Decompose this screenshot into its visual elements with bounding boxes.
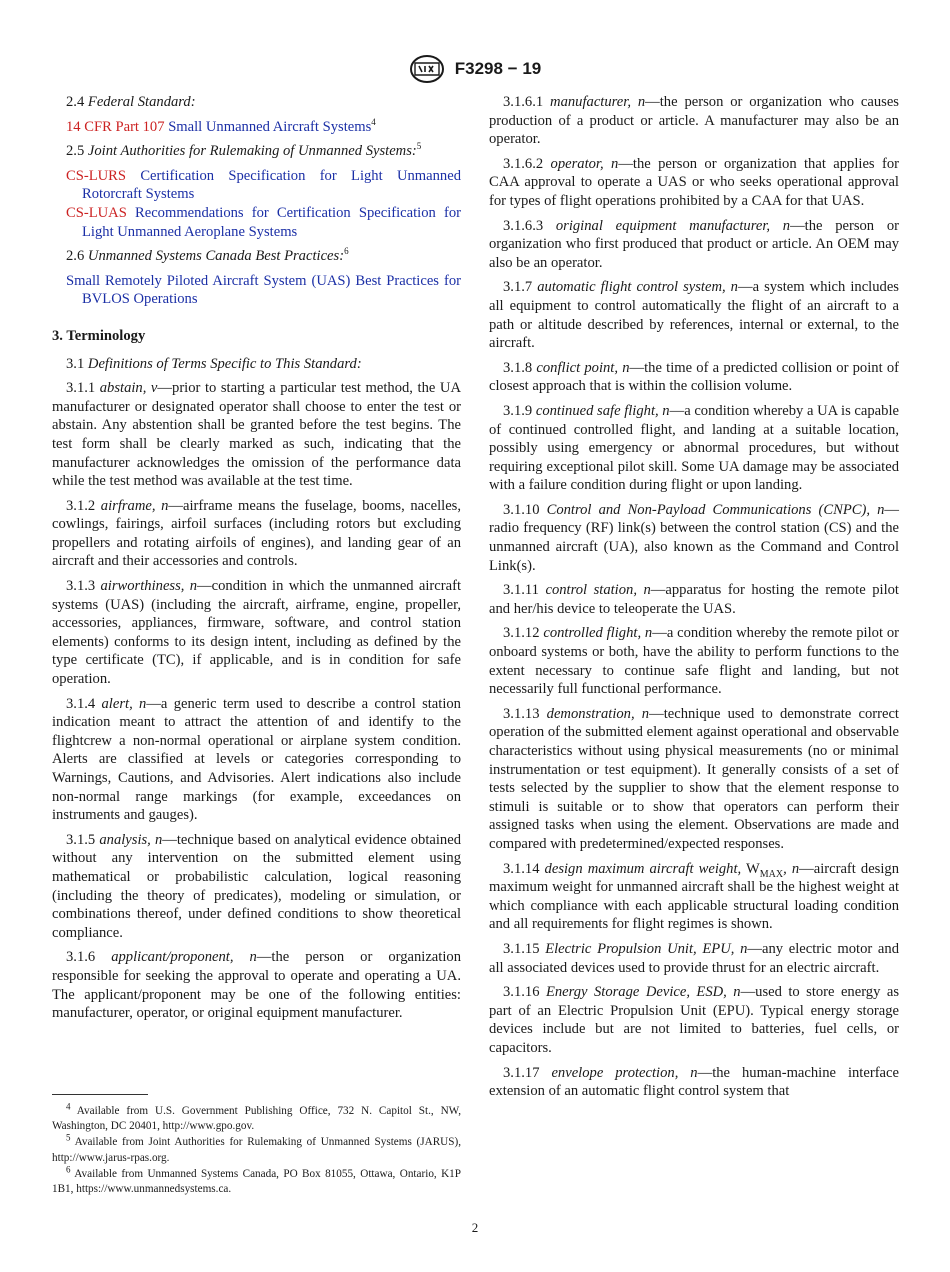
section-number: 2.5 xyxy=(66,143,85,160)
definition-text: —used to store energy as part of an Electric Propulsion Unit (EPU). Typical energy storage devices include but are not limited to batteries, fuel cells, or capacitors. xyxy=(489,984,899,1056)
reference-14cfr[interactable] xyxy=(52,118,461,137)
reference-title[interactable]: Certification Specification for Light Unmanned Rotorcraft Systems xyxy=(82,167,461,203)
definition-text: —airframe means the fuselage, booms, nacelles, cowlings, fairings, airfoil surfaces (including rotors but excluding propellers and rotating airfoils of engines), and landing gear of an aircraft and their accessories and controls. xyxy=(52,497,462,570)
section-number: 3.1 xyxy=(66,355,85,372)
definition-text: —a condition whereby a UA is capable of continued controlled flight, and landing at a suitable location, possibly using emergency or abnormal procedures, but without requiring exceptional pilot skill. Some UA damage may be associated with a failure condition during flight or upon landing. xyxy=(489,402,899,494)
definition-term-suffix: , n xyxy=(783,860,800,877)
reference-code[interactable]: 14 CFR Part 107 xyxy=(66,118,165,135)
definition-text: —a system which includes all equipment to control automatically the flight of an aircraft to a path or altitude described by references, internal or external, to the aircraft. xyxy=(489,279,899,352)
definition-term: applicant/proponent, n xyxy=(111,949,257,966)
definition-esd xyxy=(489,983,899,1057)
document-id: F3298 − 19 xyxy=(454,59,542,78)
definition-term: control station, n xyxy=(545,582,651,599)
section-3-1 xyxy=(52,355,461,374)
definition-number: 3.1.4 xyxy=(66,695,96,712)
definition-number: 3.1.7 xyxy=(503,279,533,296)
definition-airworthiness xyxy=(52,577,461,689)
definition-text: —any electric motor and all associated devices used to provide thrust for an electric aircraft. xyxy=(489,940,899,976)
weight-subscript: MAX xyxy=(759,868,784,880)
definition-conflict-point xyxy=(489,359,899,396)
definition-text: —the person or organization responsible for seeking the approval to operate and operating a UA. The applicant/proponent may be one of the following entities: manufacturer, operator, or original equipment manufacturer. xyxy=(52,949,461,1022)
definition-term: demonstration, n xyxy=(546,705,650,722)
footnote-text: Available from U.S. Government Publishing Office, 732 N. Capitol St., NW, Washington, DC 20401, http://www.gpo.gov. xyxy=(52,1105,461,1133)
definition-number: 3.1.6.1 xyxy=(503,94,544,110)
definition-number: 3.1.13 xyxy=(503,705,540,722)
footnote-divider xyxy=(52,1094,148,1095)
definition-text: —prior to starting a particular test method, the UA manufacturer or designated operator shall choose to enter the test or abstain. Any abstention shall be granted before the test begins. The test form shall be clearly marked as such, indicating that the manufacturer acknowledges the omission of the performance data while the test method was available at the test time. xyxy=(52,380,461,490)
reference-title[interactable]: Recommendations for Certification Specification for Light Unmanned Aeroplane Systems xyxy=(82,204,461,240)
page-header xyxy=(0,54,950,84)
definition-number: 3.1.2 xyxy=(66,497,96,514)
weight-symbol: W xyxy=(745,860,760,877)
right-column xyxy=(489,93,899,1107)
definition-operator xyxy=(489,155,899,211)
footnote-mark: 5 xyxy=(416,141,422,152)
definition-term: conflict point, n xyxy=(536,359,630,376)
definition-continued-safe-flight xyxy=(489,402,899,495)
definition-control-station xyxy=(489,581,899,618)
section-number: 2.6 xyxy=(66,248,85,265)
section-2-4 xyxy=(52,93,461,112)
definition-automatic-flight-control-system xyxy=(489,278,899,352)
reference-code[interactable]: CS-LUAS xyxy=(66,204,127,221)
definition-design-maximum-aircraft-weight xyxy=(489,860,899,934)
reference-bvlos[interactable] xyxy=(52,272,461,309)
left-column xyxy=(52,93,461,1029)
definition-number: 3.1.10 xyxy=(503,501,540,518)
definition-number: 3.1.17 xyxy=(503,1064,540,1081)
footnote-mark: 6 xyxy=(66,1164,71,1175)
definition-term: controlled flight, n xyxy=(543,625,653,642)
definition-text: —a generic term used to describe a control station indication meant to attract the attention of and identify to the flightcrew a non-normal operational or airplane system condition. Alerts are classified at levels or categories corresponding to Warnings, Cautions, and Advisories. Alert indications also include non-normal range markings (for example, exceedances on instruments and gauges). xyxy=(52,695,461,824)
footnote-4 xyxy=(52,1101,461,1134)
footnote-mark: 4 xyxy=(66,1101,71,1112)
footnote-5 xyxy=(52,1132,461,1165)
definition-cnpc xyxy=(489,501,899,575)
definition-term: Control and Non-Payload Communications (CNPC), n xyxy=(546,501,885,518)
definition-number: 3.1.1 xyxy=(66,380,96,397)
footnote-mark: 5 xyxy=(66,1132,71,1143)
definition-text: —aircraft design maximum weight for unmanned aircraft shall be the highest weight at which compliance with each applicable structural loading condition and all requirements for flight regimes is shown. xyxy=(489,860,900,933)
definition-term: Energy Storage Device, ESD, n xyxy=(545,984,741,1001)
reference-code[interactable]: CS-LURS xyxy=(66,167,127,184)
footnote-text: Available from Unmanned Systems Canada, PO Box 81055, Ottawa, Ontario, K1P 1B1, https://www.unmannedsystems.ca. xyxy=(52,1167,461,1196)
footnotes xyxy=(52,1101,461,1198)
definition-number: 3.1.3 xyxy=(66,578,96,595)
definition-term: alert, n xyxy=(101,695,147,712)
definition-number: 3.1.5 xyxy=(66,831,96,848)
definition-applicant-proponent xyxy=(52,948,461,1022)
definition-number: 3.1.6 xyxy=(66,949,96,966)
section-title: Definitions of Terms Specific to This Standard: xyxy=(87,355,362,372)
definition-term: abstain, v xyxy=(99,380,158,397)
footnote-mark: 6 xyxy=(344,246,349,257)
page-number: 2 xyxy=(471,1220,479,1235)
definition-term: design maximum aircraft weight, xyxy=(544,860,742,877)
definition-number: 3.1.14 xyxy=(503,860,540,877)
definition-term: airworthiness, n xyxy=(100,578,198,595)
definition-controlled-flight xyxy=(489,624,899,698)
definition-term: analysis, n xyxy=(99,831,163,848)
section-title: Unmanned Systems Canada Best Practices: xyxy=(87,248,345,265)
definition-text: —a condition whereby the remote pilot or onboard systems or both, have the ability to perform functions to the extent necessary to continue safe flight and landing, but not necessarily full functional performance. xyxy=(489,625,900,698)
definition-number: 3.1.9 xyxy=(503,402,533,419)
definition-abstain xyxy=(52,379,461,491)
definition-number: 3.1.6.3 xyxy=(503,217,544,234)
definition-number: 3.1.6.2 xyxy=(503,155,544,172)
definition-term: Electric Propulsion Unit, EPU, n xyxy=(545,940,748,957)
definition-term: continued safe flight, n xyxy=(535,402,670,419)
section-title: Joint Authorities for Rulemaking of Unmanned Systems: xyxy=(87,143,417,160)
definition-term: original equipment manufacturer, n xyxy=(555,217,791,234)
definition-text: —radio frequency (RF) link(s) between the control station (CS) and the unmanned aircraft (UA), also known as the Command and Control Link(s). xyxy=(489,501,899,574)
definition-term: manufacturer, n xyxy=(550,94,646,110)
definition-text: —apparatus for hosting the remote pilot and her/his device to teleoperate the UAS. xyxy=(489,582,899,617)
reference-title[interactable]: Small Unmanned Aircraft Systems xyxy=(168,118,372,135)
definition-alert xyxy=(52,695,461,825)
definition-term: envelope protection, n xyxy=(551,1064,698,1081)
definition-number: 3.1.8 xyxy=(503,359,533,376)
definition-text: —the person or organization that applies for CAA approval to operate a UAS or who seeks operational approval for types of flight operations prohibited by a CAA for that UAS. xyxy=(489,155,900,209)
reference-cs-lurs[interactable] xyxy=(52,167,461,204)
definition-text: —condition in which the unmanned aircraft systems (UAS) (including the aircraft, airframe, engine, propeller, accessories, appliances, firmware, software, and control station elements) conforms to its design intent, including as defined by the type certificate (TC), if applicable, and is in condition for safe operation. xyxy=(52,578,462,688)
definition-number: 3.1.16 xyxy=(503,984,540,1001)
definition-oem xyxy=(489,217,899,273)
definition-text: —the person or organization who first produced that product or article. An OEM may also be an operator. xyxy=(489,217,899,271)
definition-text: —the person or organization who causes production of a product or article. A manufacturer may also be an operator. xyxy=(489,94,899,148)
definition-text: —the human-machine interface extension of an automatic flight control system that xyxy=(489,1064,899,1100)
definition-term: automatic flight control system, n xyxy=(537,279,738,296)
section-heading-terminology: 3. Terminology xyxy=(52,327,146,344)
section-2-6 xyxy=(52,247,461,266)
definition-text: —the time of a predicted collision or point of closest approach that is within the collision volume. xyxy=(489,359,899,395)
section-2-5 xyxy=(52,142,461,161)
section-title: Federal Standard: xyxy=(87,94,196,110)
footnote-mark: 4 xyxy=(371,116,376,127)
definition-text: —technique used to demonstrate correct operation of the submitted element against operational and observable characteristics without using physical measurements (no or minimal instrumentation or test equipment). It generally consists of a set of tests selected by the supplier to show that the element response to stimuli is suitable or to show that operators can perform their assigned tasks when using the element. Observations are made and compared with predetermined/expected responses. xyxy=(489,705,899,852)
definition-number: 3.1.11 xyxy=(503,582,539,599)
definition-analysis xyxy=(52,831,461,943)
reference-cs-luas[interactable] xyxy=(52,204,461,241)
astm-logo-icon xyxy=(409,54,445,84)
section-number: 2.4 xyxy=(66,94,85,110)
definition-term: airframe, n xyxy=(100,497,169,514)
definition-epu xyxy=(489,940,899,977)
definition-envelope-protection xyxy=(489,1064,899,1101)
reference-title[interactable]: Small Remotely Piloted Aircraft System (UAS) Best Practices for BVLOS Operations xyxy=(66,272,461,308)
definition-term: operator, n xyxy=(550,155,619,172)
definition-manufacturer xyxy=(489,93,899,149)
definition-airframe xyxy=(52,497,461,571)
definition-number: 3.1.15 xyxy=(503,940,540,957)
definition-demonstration xyxy=(489,705,899,854)
footnote-text: Available from Joint Authorities for Rulemaking of Unmanned Systems (JARUS), http://www.jarus-rpas.org. xyxy=(52,1136,461,1164)
definition-number: 3.1.12 xyxy=(503,625,540,642)
definition-text: —technique based on analytical evidence obtained without any intervention on the submitted element using mathematical or probabilistic calculation, logical reasoning (including the theory of predicates), modeling or simulation, or combinations thereof, under defined conditions to show theoretical compliance. xyxy=(52,831,461,941)
footnote-6 xyxy=(52,1164,461,1197)
